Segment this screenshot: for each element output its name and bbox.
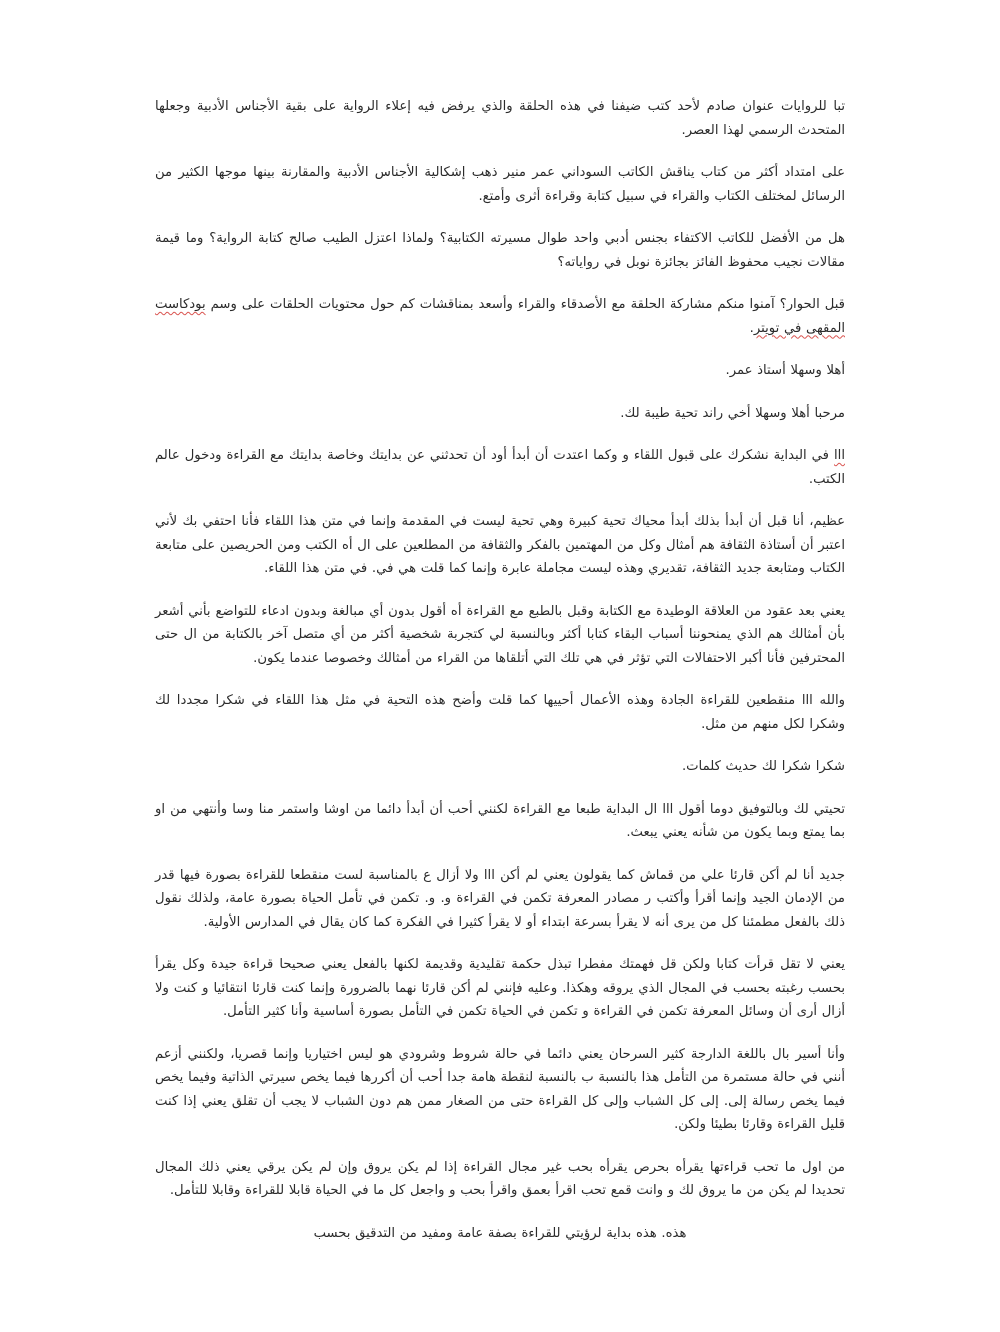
paragraph-12: تحيتي لك وبالتوفيق دوما أقول ااا ال البداية طبعا مع القراءة لكنني أحب أن أبدأ دائما من اوشا واستمر منا وسا وأنتهي من او بما يمتع وبما يكون من شأنه يعني يبعث. [155,801,845,840]
paragraph-13: جديد أنا لم أكن قارئا علي من قماش كما يقولون يعني لم أكن ااا ولا أزال ع بالمناسبة لست منقطعا للقراءة بصورة فيها قدر من الإدمان الجيد وإنما أقرأ وأكتب ر مصادر المعرفة تكمن في القراءة و. و. تكمن في تأمل الحياة بصورة عامة، ولذلك نقول ذلك بالفعل مطمئنا كل من يرى أنه لا يقرأ بسرعة ابتداء أو لا يقرأ كثيرا في الفكرة كما كان يقال في المدارس الأولية. [155,867,845,930]
paragraph-8: عظيم، أنا قبل أن أبدأ بذلك أبدأ محياك تحية كبيرة وهي تحية ليست في المقدمة وإنما في متن هذا اللقاء فأنا احتفي بك لأني اعتبر أن أستاذة الثقافة هم أمثال وكل من المهتمين بالفكر والثقافة من المطلعين على ال أه الكتب ومن الحريصين على متابعة الكتاب ومتابعة جديد الثقافة، تقديري وهذه ليست مجاملة عابرة وإنما كما قلت هي في. في متن هذا اللقاء. [155,514,845,576]
paragraph-16: من اول ما تحب قراءتها يقرأه بحرص يقرأه بحب غير مجال القراءة إذا لم يكن يروق وإن لم يكن يرقي يعني ذلك المجال تحديدا لم يكن من ما يروق لك و وانت قمع تحب اقرأ بعمق واقرأ بحب و واجعل كل ما في الحياة قابلا للقراءة وقابلا للتأمل. [155,1159,845,1198]
paragraph-10 [155,689,845,736]
paragraph-3: هل من الأفضل للكاتب الاكتفاء بجنس أدبي واحد طوال مسيرته الكتابية؟ ولماذا اعتزل الطيب صالح كتابة الرواية؟ وما قيمة مقالات نجيب محفوظ الفائز بجائزة نوبل في رواياته؟ [155,231,845,270]
paragraph-17: هذه. هذه بداية لرؤيتي للقراءة بصفة عامة ومفيد من التدقيق بحسب [313,1225,687,1241]
spellcheck-missing-glyph-1: ااا [834,448,845,463]
paragraph-10-text: منقطعين للقراءة الجادة وهذه الأعمال أحييها كما قلت وأضح هذه التحية في مثل هذا اللقاء في شكرا مجددا لك وشكرا لكل منهم من مثل. [155,693,845,732]
paragraph-14: يعني لا تقل قرأت كتابا ولكن قل فهمتك مفطرا تبذل حكمة تقليدية وقديمة لكنها بالفعل يعني صحيحا قراءة جيدة وكل يقرأ بحسب رغبته بحسب في المجال الذي يروقه وهكذا. وعليه فإنني لم أكن قارئا نهما بالضرورة وإنما كنت قارئا انتقائيا و كنت ولا أزال أرى أن وسائل المعرفة تكمن في القراءة و تكمن في الحياة تكمن في التأمل بصورة أساسية وأنا كثير التأمل. [155,957,845,1019]
paragraph-7-text: في البداية نشكرك على قبول اللقاء و وكما اعتدت أن أبدأ أود أن تحدثني عن بدايتك وخاصة بدايتك مع القراءة ودخول عالم الكتب. [155,448,845,487]
spellcheck-misspelled-hashtag: بودكاست المقهى في تويتر [155,297,845,336]
paragraph-7 [155,444,845,491]
paragraph-1: تبا للروايات عنوان صادم لأحد كتب ضيفنا في هذه الحلقة والذي يرفض فيه إعلاء الرواية على بقية الأجناس الأدبية وجعلها المتحدث الرسمي لهذا العصر. [155,99,845,138]
paragraph-9: يعني بعد عقود من العلاقة الوطيدة مع الكتابة وقبل بالطبع مع القراءة أه أقول بدون أي مبالغة وبدون ادعاء للتواضع بأني أشعر بأن أمثالك هم الذي يمنحوننا أسباب البقاء كتابا أكثر وبالنسبة لي كتجربة شخصية أكثر من أي متصل آخر بالكتابة من ال حتى المحترفين فأنا أكبر الاحتفالات التي تؤثر في هي تلك التي أتلقاها من القراء من أمثالك وخصوصا عندما يكون. [155,603,845,666]
missing-glyph-2: والله ااا [801,693,846,708]
paragraph-15: وأنا أسير بال باللغة الدارجة كثير السرحان يعني دائما في حالة شروط وشرودي هو ليس اختياريا وإنما قصريا، ولكنني أزعم أنني في حالة مستمرة من التأمل هذا بالنسبة ب بالنسبة لنقطة هامة جدا أحب أن أكررها فيما يخص سيرتي الذاتية وفيما يخص فيما يخص رسالة إلى. إلى كل الشباب وإلى كل القراءة حتى من الصغار ممن هم دون الشباب لا يجب أن تقلق يعني إذا كنت قليل القراءة وقارئا بطيئا ولكن. [155,1046,845,1132]
paragraph-5: أهلا وسهلا أستاذ عمر. [725,363,845,378]
paragraph-4 [155,293,845,340]
paragraph-4-period: . [749,320,754,336]
paragraph-4-text: قبل الحوار؟ آمنوا منكم مشاركة الحلقة مع الأصدقاء والقراء وأسعد بمناقشات كم حول محتويات الحلقات على وسم [205,297,845,312]
paragraph-2: على امتداد أكثر من كتاب يناقش الكاتب السوداني عمر منير ذهب إشكالية الأجناس الأدبية والمقارنة بينها موجها الكثير من الرسائل لمختلف الكتاب والقراء في سبيل كتابة وقراءة أثرى وأمتع. [155,165,845,204]
paragraph-6: مرحبا أهلا وسهلا أخي راند تحية طيبة لك. [620,405,845,421]
document-body [155,95,845,1245]
paragraph-11: شكرا شكرا لك حديث كلمات. [681,759,845,774]
